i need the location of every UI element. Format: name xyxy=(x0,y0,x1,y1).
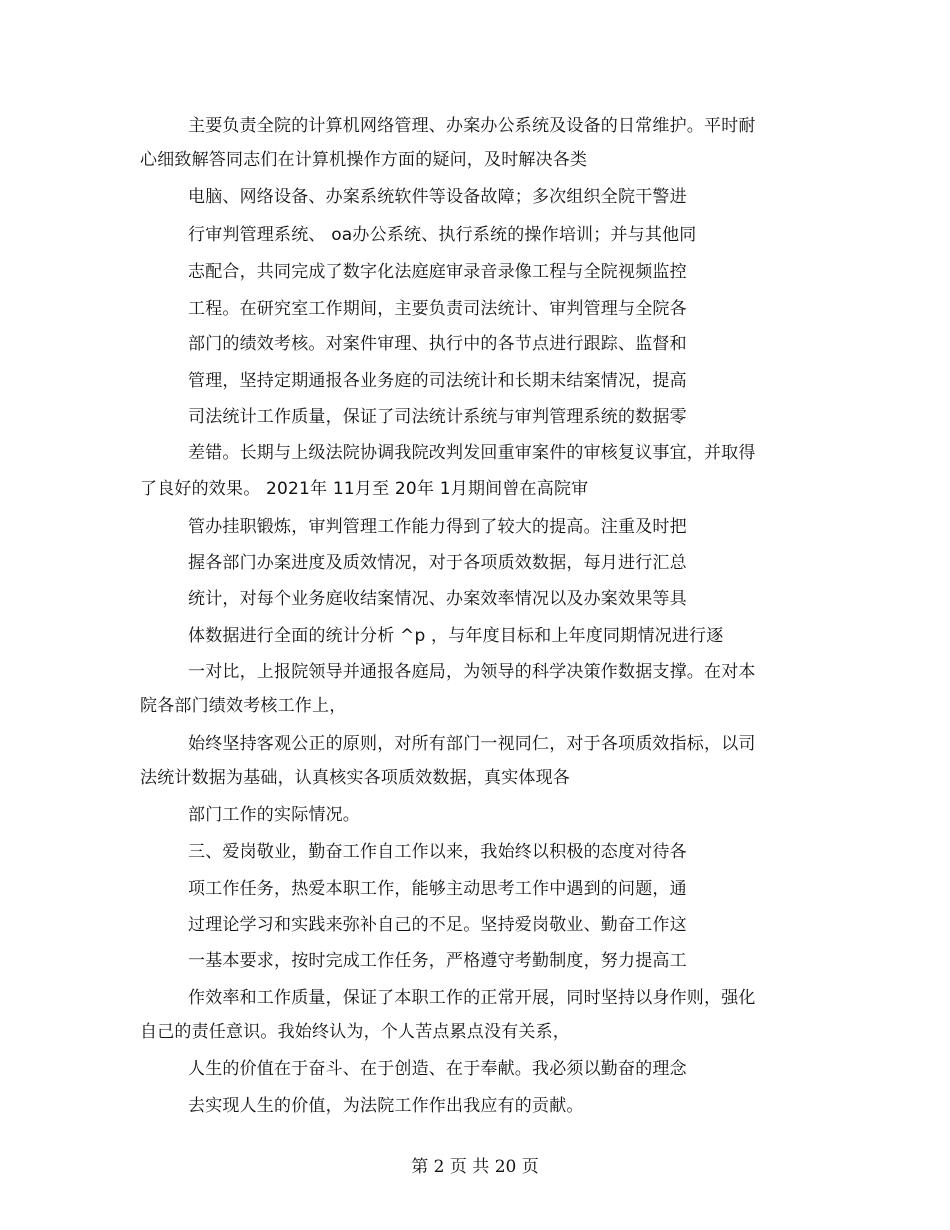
text-line: 院各部门绩效考核工作上， xyxy=(140,696,347,716)
text-line: 了良好的效果。 2021年 11月至 20年 1月期间曾在高院审 xyxy=(140,479,589,499)
text-line: 心细致解答同志们在计算机操作方面的疑问，及时解决各类 xyxy=(140,150,588,170)
text-line: 工程。在研究室工作期间，主要负责司法统计、审判管理与全院各 xyxy=(188,299,687,319)
text-line: 部门的绩效考核。对案件审理、执行中的各节点进行跟踪、监督和 xyxy=(188,334,687,354)
text-line: 项工作任务，热爱本职工作，能够主动思考工作中遇到的问题，通 xyxy=(188,879,687,899)
text-line: 统计，对每个业务庭收结案情况、办案效率情况以及办案效果等具 xyxy=(188,589,687,609)
text-line: 电脑、网络设备、办案系统软件等设备故障；多次组织全院干警进 xyxy=(188,187,687,207)
text-line: 部门工作的实际情况。 xyxy=(188,805,360,825)
text-line: 自己的责任意识。我始终认为，个人苦点累点没有关系， xyxy=(140,1022,570,1042)
text-line: 人生的价值在于奋斗、在于创造、在于奉献。我必须以勤奋的理念 xyxy=(188,1059,687,1079)
text-line: 法统计数据为基础，认真核实各项质效数据，真实体现各 xyxy=(140,768,570,788)
text-line: 去实现人生的价值，为法院工作作出我应有的贡献。 xyxy=(188,1096,584,1116)
text-line: 握各部门办案进度及质效情况，对于各项质效数据，每月进行汇总 xyxy=(188,553,687,573)
text-line: 管理，坚持定期通报各业务庭的司法统计和长期未结案情况，提高 xyxy=(188,371,687,391)
text-line: 体数据进行全面的统计分析 ^p ，与年度目标和上年度同期情况进行逐 xyxy=(188,626,724,646)
text-line: 差错。长期与上级法院协调我院改判发回重审案件的审核复议事宜，并取得 xyxy=(188,443,756,463)
text-line: 主要负责全院的计算机网络管理、办案办公系统及设备的日常维护。平时耐 xyxy=(188,116,756,136)
text-line: 过理论学习和实践来弥补自己的不足。坚持爱岗敬业、勤奋工作这 xyxy=(188,915,687,935)
text-line: 一基本要求，按时完成工作任务，严格遵守考勤制度，努力提高工 xyxy=(188,951,687,971)
text-line: 始终坚持客观公正的原则，对所有部门一视同仁，对于各项质效指标，以司 xyxy=(188,734,756,754)
text-line: 作效率和工作质量，保证了本职工作的正常开展，同时坚持以身作则，强化 xyxy=(188,988,756,1008)
text-line: 管办挂职锻炼，审判管理工作能力得到了较大的提高。注重及时把 xyxy=(188,517,687,537)
text-line: 三、爱岗敬业，勤奋工作自工作以来，我始终以积极的态度对待各 xyxy=(188,842,687,862)
page-footer: 第 2 页 共 20 页 xyxy=(411,1157,539,1177)
text-line: 行审判管理系统、 oa办公系统、执行系统的操作培训；并与其他同 xyxy=(188,225,697,245)
text-line: 一对比，上报院领导并通报各庭局，为领导的科学决策作数据支撑。在对本 xyxy=(188,662,756,682)
text-line: 司法统计工作质量，保证了司法统计系统与审判管理系统的数据零 xyxy=(188,407,687,427)
text-line: 志配合，共同完成了数字化法庭庭审录音录像工程与全院视频监控 xyxy=(188,262,687,282)
